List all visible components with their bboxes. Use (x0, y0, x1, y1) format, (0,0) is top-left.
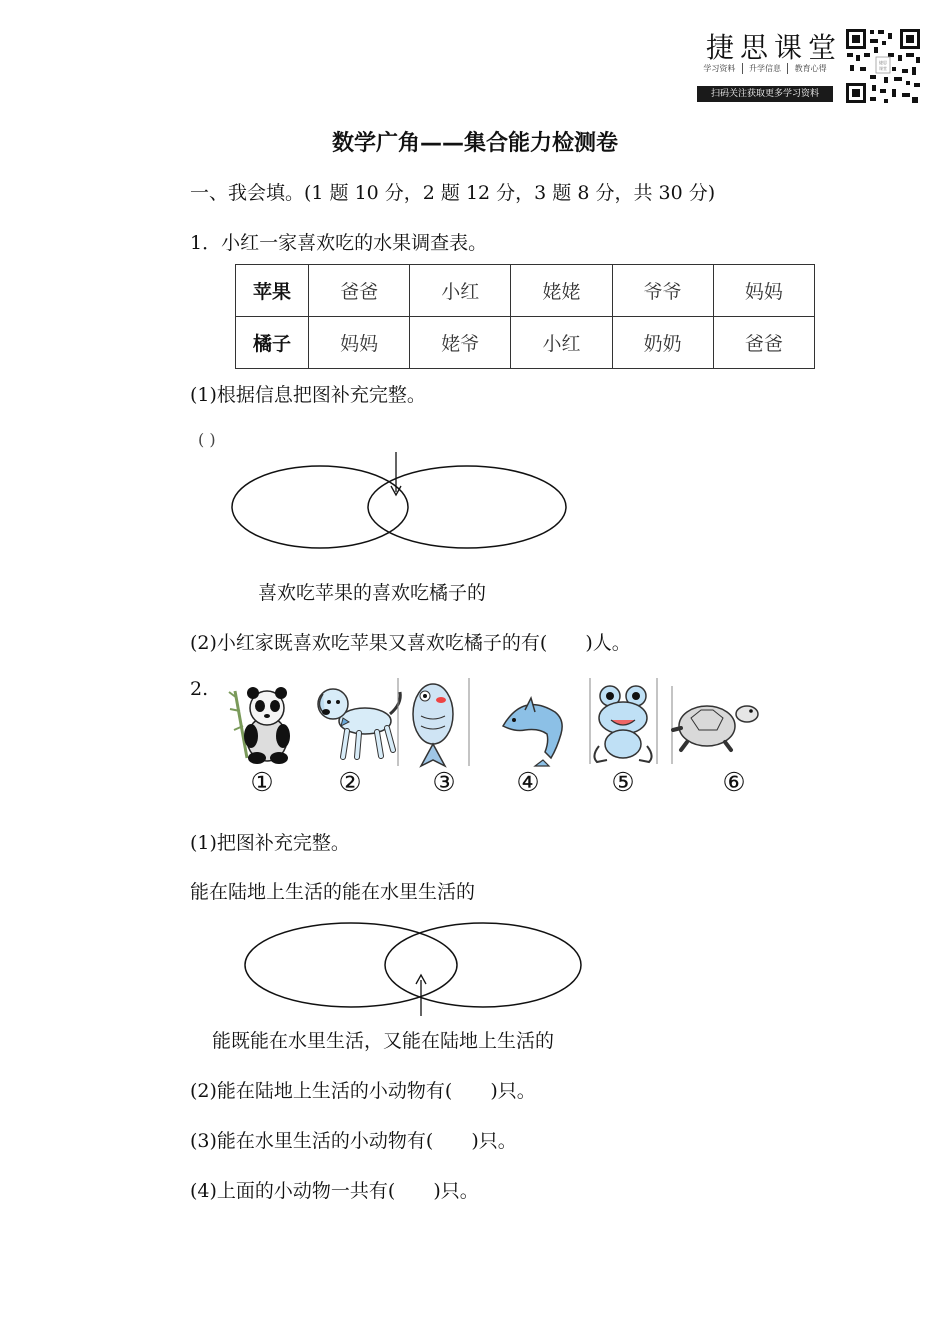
venn-diagram-fruit (225, 448, 575, 558)
svg-text:捷思: 捷思 (879, 60, 887, 65)
answer-blank-paren[interactable]: ( ) (198, 430, 216, 449)
table-row (236, 317, 815, 369)
question-2-sub2: (2)能在陆地上生活的小动物有( )只。 (190, 1080, 536, 1102)
brand-tags (697, 63, 833, 74)
frog-icon (590, 678, 657, 764)
dolphin-icon (503, 698, 562, 766)
section-heading: 一、我会填。(1 题 10 分，2 题 12 分，3 题 8 分，共 30 分) (190, 182, 716, 204)
animal-label-1: ① (250, 768, 274, 798)
table-cell: 妈妈 (309, 317, 410, 369)
table-row (236, 265, 815, 317)
brand-tag: 教育心得 (787, 63, 833, 74)
table-cell: 小红 (511, 317, 612, 369)
panda-icon (229, 687, 290, 764)
animal-pictures (225, 676, 765, 806)
venn-circle-land (245, 923, 457, 1007)
animal-label-6: ⑥ (722, 768, 746, 798)
table-cell: 姥姥 (511, 265, 612, 317)
venn-bottom-label: 能既能在水里生活，又能在陆地上生活的 (212, 1030, 555, 1052)
dog-icon (318, 689, 400, 757)
animal-label-4: ④ (516, 768, 540, 798)
question-2-sub4: (4)上面的小动物一共有( )只。 (190, 1180, 479, 1202)
brand-tag: 升学信息 (742, 63, 788, 74)
page-title: 数学广角——集合能力检测卷 (331, 131, 618, 156)
venn-top-label: 能在陆地上生活的能在水里生活的 (190, 881, 476, 903)
question-1-stem: 1．小红一家喜欢吃的水果调查表。 (190, 232, 488, 254)
animal-label-2: ② (338, 768, 362, 798)
question-2-sub1: (1)把图补充完整。 (190, 832, 350, 854)
question-2-number: 2. (190, 678, 209, 700)
venn-circle-water (385, 923, 581, 1007)
turtle-icon (672, 686, 758, 764)
table-cell: 妈妈 (713, 265, 814, 317)
question-1-sub2: (2)小红家既喜欢吃苹果又喜欢吃橘子的有( )人。 (190, 632, 631, 654)
table-cell: 爸爸 (713, 317, 814, 369)
fish-icon (398, 678, 469, 766)
brand-name: 捷思课堂 (706, 31, 843, 64)
animal-label-3: ③ (432, 768, 456, 798)
table-cell: 爸爸 (309, 265, 410, 317)
brand-tag: 学习资料 (703, 64, 736, 73)
venn-diagram-animals (238, 918, 588, 1022)
table-cell: 橘子 (236, 317, 309, 369)
question-2-sub3: (3)能在水里生活的小动物有( )只。 (190, 1130, 517, 1152)
svg-text:课堂: 课堂 (879, 66, 887, 71)
venn-label: 喜欢吃苹果的喜欢吃橘子的 (258, 582, 487, 604)
table-cell: 姥爷 (410, 317, 511, 369)
table-cell: 苹果 (236, 265, 309, 317)
brand-banner: 扫码关注获取更多学习资料 (697, 86, 833, 102)
table-cell: 奶奶 (612, 317, 713, 369)
venn-circle-apple (232, 466, 408, 548)
venn-circle-orange (368, 466, 566, 548)
table-cell: 爷爷 (612, 265, 713, 317)
table-cell: 小红 (410, 265, 511, 317)
qr-code-icon[interactable] (844, 27, 922, 105)
animal-label-5: ⑤ (611, 768, 635, 798)
question-1-sub1: (1)根据信息把图补充完整。 (190, 384, 426, 406)
fruit-survey-table (235, 264, 815, 369)
